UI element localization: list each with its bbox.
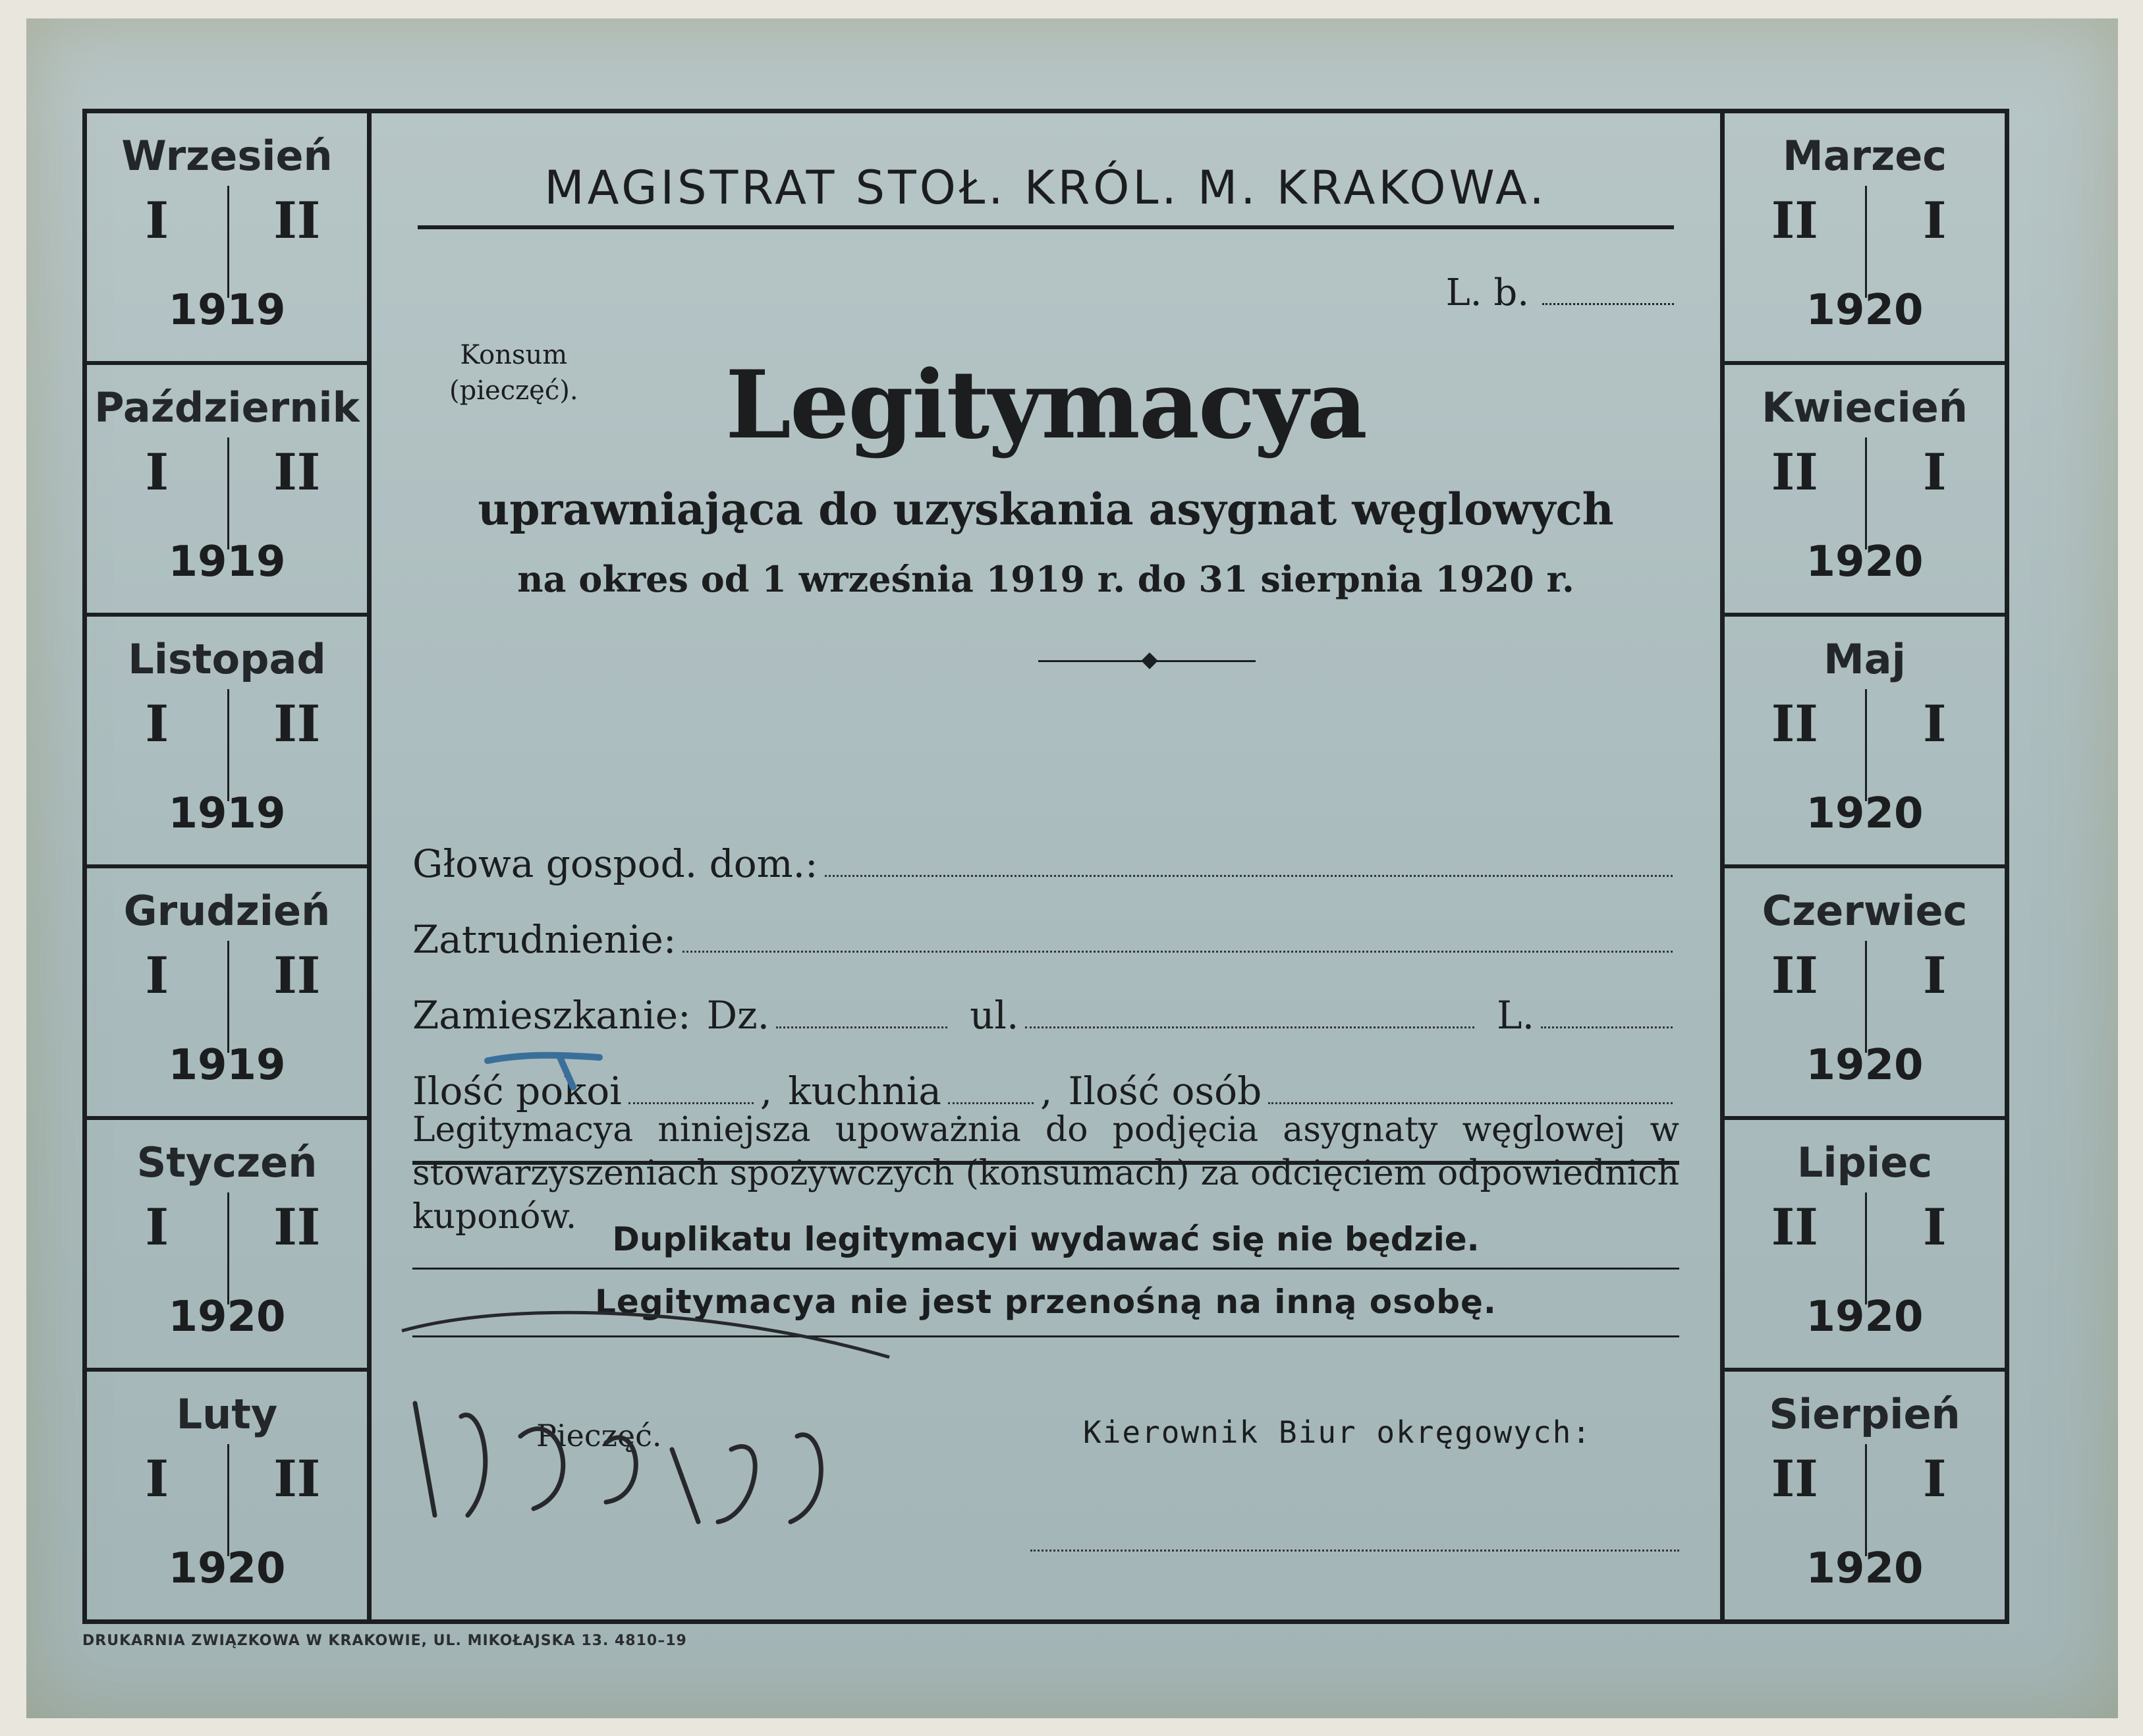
kitchen-label: kuchnia (788, 1069, 941, 1113)
reference-number-label: L. b. (1445, 271, 1529, 314)
coupon-half-first: II (1771, 694, 1818, 753)
field-row-head-of-household (412, 841, 1679, 886)
coupon-styczen[interactable] (87, 1120, 367, 1372)
coupon-half-first: I (145, 1449, 169, 1508)
printer-imprint: DRUKARNIA ZWIĄZKOWA W KRAKOWIE, UL. MIKOŁAJSKA 13. 4810–19 (82, 1633, 687, 1649)
coupon-year: 1920 (1806, 538, 1924, 586)
pen-stroke-loop (402, 1312, 889, 1357)
coupon-half-second: I (1922, 946, 1947, 1005)
coupon-month-name: Czerwiec (1762, 887, 1968, 935)
coupon-half-second: II (273, 1449, 321, 1508)
coupon-half-second: II (273, 694, 321, 753)
reference-number-field[interactable] (1446, 271, 1674, 314)
employment-label: Zatrudnienie: (412, 917, 677, 962)
ornament-divider (1038, 660, 1256, 662)
validity-period: na okres od 1 września 1919 r. do 31 sierpnia 1920 r. (517, 558, 1574, 600)
coupon-year: 1920 (1806, 286, 1924, 335)
coupon-marzec[interactable] (1725, 113, 2005, 365)
coupon-half-second: II (273, 443, 321, 501)
coupon-month-name: Sierpień (1769, 1390, 1961, 1438)
document-heading: Legitymacya (725, 350, 1366, 460)
manager-signature-line[interactable] (1030, 1550, 1679, 1552)
coupon-pazdziernik[interactable] (87, 365, 367, 617)
coupon-year: 1919 (168, 286, 286, 335)
coupon-czerwiec[interactable] (1725, 868, 2005, 1120)
duplicate-notice: Duplikatu legitymacyi wydawać się nie będzie. (612, 1220, 1480, 1258)
coupon-wrzesien[interactable] (87, 113, 367, 365)
coupon-year: 1920 (1806, 1293, 1924, 1341)
coupon-year: 1919 (168, 1041, 286, 1090)
coupon-half-second: II (273, 191, 321, 250)
district-blank[interactable] (776, 1026, 947, 1028)
rooms-blank[interactable] (628, 1102, 754, 1104)
coupon-month-name: Październik (94, 383, 360, 432)
blue-ink-mark (481, 1048, 613, 1094)
field-row-employment (412, 917, 1679, 962)
coupon-half-first: II (1771, 1449, 1818, 1508)
persons-label: Ilość osób (1068, 1069, 1262, 1113)
street-label: ul. (970, 993, 1019, 1038)
coupon-half-second: II (273, 946, 321, 1005)
notice-rule-top (412, 1268, 1679, 1270)
coupon-half-first: I (145, 694, 169, 753)
coupon-half-first: I (145, 1198, 169, 1256)
handwritten-annotation (389, 1304, 916, 1581)
coupon-month-name: Styczeń (136, 1138, 318, 1187)
konsum-label: Konsum (460, 340, 568, 370)
street-blank[interactable] (1025, 1026, 1474, 1028)
issuer-title: MAGISTRAT STOŁ. KRÓL. M. KRAKOWA. (418, 161, 1674, 229)
residence-label: Zamieszkanie: (412, 993, 691, 1038)
coupon-kwiecien[interactable] (1725, 365, 2005, 617)
coupon-year: 1920 (1806, 1041, 1924, 1090)
reference-number-blank[interactable] (1542, 303, 1674, 305)
coupon-month-name: Maj (1823, 635, 1906, 683)
coupon-half-second: I (1922, 1449, 1947, 1508)
left-coupon-column (87, 113, 372, 1619)
persons-blank[interactable] (1268, 1102, 1673, 1104)
form-frame (82, 109, 2009, 1624)
coupon-month-name: Lipiec (1796, 1138, 1933, 1187)
coupon-maj[interactable] (1725, 617, 2005, 868)
coupon-month-name: Kwiecień (1762, 383, 1968, 432)
coupon-half-second: I (1922, 694, 1947, 753)
diamond-icon (1141, 652, 1157, 669)
coupon-month-name: Luty (176, 1390, 278, 1438)
house-number-label: L. (1497, 993, 1534, 1038)
coupon-month-name: Marzec (1783, 132, 1947, 180)
coupon-luty[interactable] (87, 1372, 367, 1623)
coupon-half-second: I (1922, 1198, 1947, 1256)
coupon-half-second: I (1922, 443, 1947, 501)
konsum-stamp-hint: (pieczęć). (449, 376, 578, 406)
coupon-half-first: II (1771, 1198, 1818, 1256)
kitchen-blank[interactable] (948, 1102, 1034, 1104)
comma-separator: , (1040, 1069, 1053, 1113)
coupon-month-name: Listopad (128, 635, 326, 683)
district-label: Dz. (706, 993, 770, 1038)
house-number-blank[interactable] (1541, 1026, 1673, 1028)
coupon-year: 1919 (168, 789, 286, 838)
document-subtitle: uprawniająca do uzyskania asygnat węglowych (478, 484, 1614, 535)
coupon-listopad[interactable] (87, 617, 367, 868)
coupon-grudzien[interactable] (87, 868, 367, 1120)
field-row-residence (412, 993, 1679, 1038)
handwritten-number (415, 1403, 821, 1522)
coupon-year: 1920 (1806, 1544, 1924, 1593)
coupon-year: 1920 (168, 1544, 286, 1593)
authorization-paragraph: Legitymacya niniejsza upoważnia do podjęcia asygnaty węglowej w stowarzyszeniach spożywczych (konsumach) za odcięciem odpowiednich kuponów. (412, 1110, 1679, 1237)
coupon-half-first: I (145, 443, 169, 501)
coupon-half-first: II (1771, 191, 1818, 250)
head-of-household-label: Głowa gospod. dom.: (412, 841, 818, 886)
coupon-half-first: I (145, 946, 169, 1005)
coupon-sierpien[interactable] (1725, 1372, 2005, 1623)
coupon-half-first: II (1771, 443, 1818, 501)
coupon-year: 1920 (168, 1293, 286, 1341)
manager-signature-label: Kierownik Biur okręgowych: (1083, 1414, 1592, 1450)
coupon-month-name: Wrzesień (121, 132, 333, 180)
rooms-label: Ilość pokoi (412, 1069, 622, 1113)
non-transferable-notice: Legitymacya nie jest przenośną na inną osobę. (595, 1283, 1497, 1321)
coupon-half-second: II (273, 1198, 321, 1256)
stamp-label: Pieczęć. (536, 1418, 662, 1453)
coupon-year: 1920 (1806, 789, 1924, 838)
coupon-half-first: I (145, 191, 169, 250)
coupon-lipiec[interactable] (1725, 1120, 2005, 1372)
employment-blank[interactable] (682, 951, 1673, 953)
comma-separator: , (760, 1069, 773, 1113)
head-of-household-blank[interactable] (825, 875, 1673, 877)
right-coupon-column (1720, 113, 2005, 1619)
coupon-half-second: I (1922, 191, 1947, 250)
coupon-month-name: Grudzień (123, 887, 331, 935)
coupon-half-first: II (1771, 946, 1818, 1005)
coupon-year: 1919 (168, 538, 286, 586)
